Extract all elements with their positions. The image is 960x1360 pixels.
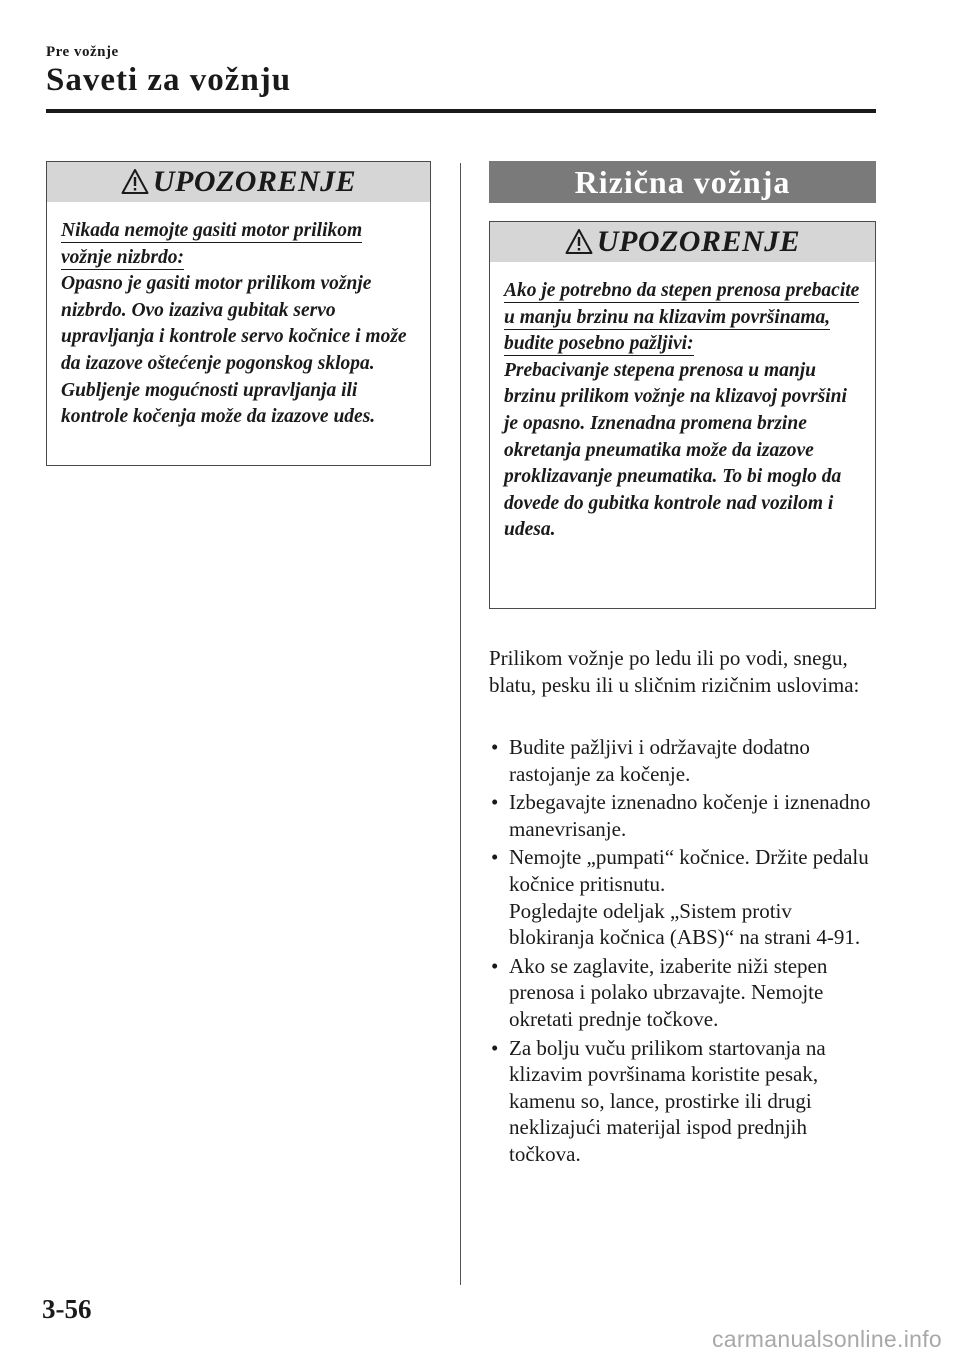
list-item [489, 789, 879, 842]
warning-body [47, 202, 430, 431]
warning-text: Prebacivanje stepena prenosa u manju brzinu prilikom vožnje na klizavoj površini je opasno. Iznenadna promena brzine okretanja pneumatika može da izazove proklizavanje pneumatika. To bi moglo da dovede do gubitka kontrole nad vozilom i udesa. [504, 359, 847, 541]
warning-title: UPOZORENJE [596, 225, 801, 258]
list-item-text: Nemojte „pumpati“ kočnice. Držite pedalu kočnice pritisnutu. [509, 845, 869, 896]
cross-reference: Pogledajte odeljak „Sistem protiv blokiranja kočnica (ABS)“ na strani 4-91. [509, 898, 861, 950]
page-title: Saveti za vožnju [46, 62, 292, 98]
bullet: • [491, 845, 499, 870]
intro-paragraph: Prilikom vožnje po ledu ili po vodi, snegu, blatu, pesku ili u sličnim rizičnim uslovima: [489, 646, 860, 697]
list-item-text: Za bolju vuču prilikom startovanja na klizavim površinama koristite pesak, kamenu so, lance, prostirke ili drugi neklizajući materijal ispod prednjih točkova. [509, 1035, 826, 1166]
warning-header [47, 162, 430, 202]
watermark: carmanualsonline.info [711, 1326, 942, 1352]
warning-text: Opasno je gasiti motor prilikom vožnje nizbrdo. Ovo izaziva gubitak servo upravljanja i kontrole servo kočnice i može da izazove oštećenje pogonskog sklopa. Gubljenje mogućnosti upravljanja ili kontrole kočenja može da izazove udes. [61, 273, 407, 428]
list-item [489, 734, 879, 787]
bullet: • [491, 953, 499, 978]
tips-list [489, 734, 879, 1170]
warning-body [490, 262, 875, 544]
warning-box-slippery-downshift [489, 221, 876, 609]
breadcrumb: Pre vožnje [46, 44, 119, 60]
warning-header [490, 222, 875, 262]
section-title: Rizična vožnja [489, 161, 876, 203]
warning-title: UPOZORENJE [152, 165, 357, 198]
warning-heading: Ako je potrebno da stepen prenosa prebacite u manju brzinu na klizavim površinama, budite posebno pažljivi: [504, 280, 860, 355]
warning-box-engine-off [46, 161, 431, 466]
list-item [489, 953, 879, 1033]
bullet: • [491, 735, 499, 759]
bullet: • [491, 790, 499, 815]
header-rule [46, 109, 876, 113]
list-item-text: Izbegavajte iznenadno kočenje i iznenadno manevrisanje. [509, 790, 871, 841]
list-item-text: Budite pažljivi i održavajte dodatno rastojanje za kočenje. [509, 735, 810, 786]
list-item-text: Ako se zaglavite, izaberite niži stepen prenosa i polako ubrzavajte. Nemojte okretati prednje točkove. [509, 953, 828, 1031]
warning-heading: Nikada nemojte gasiti motor prilikom vožnje nizbrdo: [61, 220, 363, 268]
bullet: • [491, 1035, 499, 1060]
warning-triangle-icon [121, 168, 149, 196]
page-number: 3-56 [42, 1294, 92, 1324]
column-divider [460, 163, 461, 1285]
warning-triangle-icon [565, 228, 593, 256]
list-item [489, 844, 879, 950]
list-item [489, 1035, 879, 1168]
